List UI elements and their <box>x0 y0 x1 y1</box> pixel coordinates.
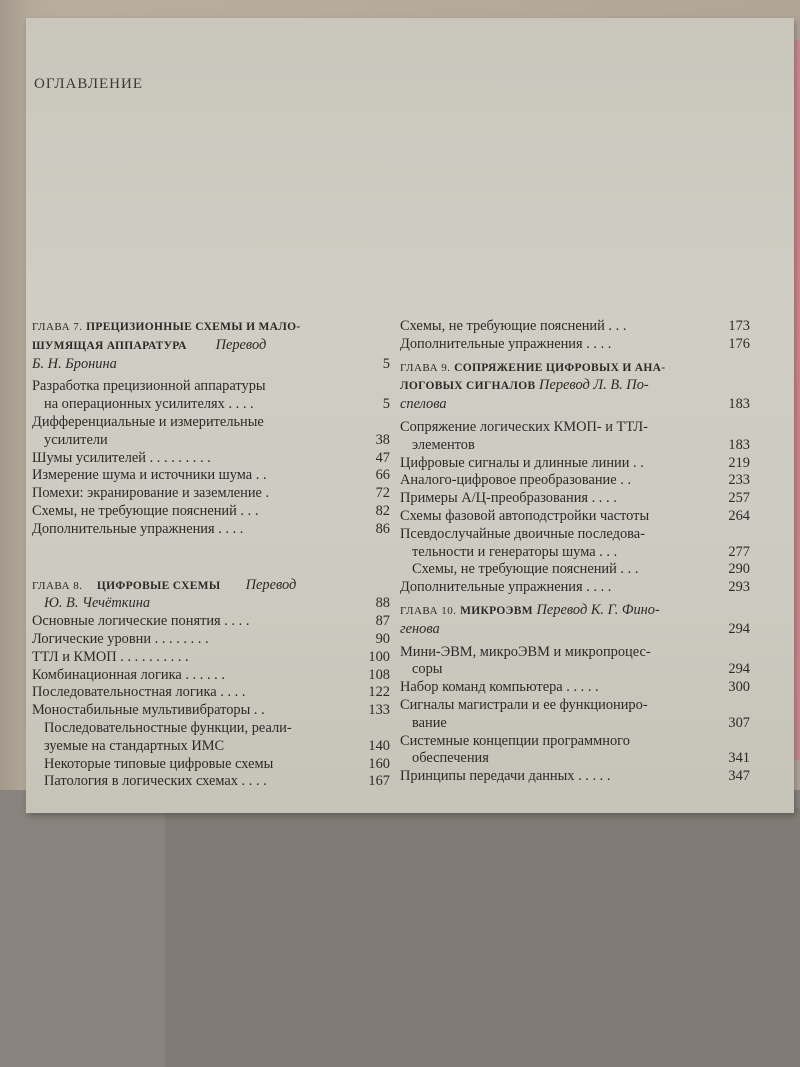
page-heading: ОГЛАВЛЕНИЕ <box>34 76 143 92</box>
toc-entry[interactable]: Дополнительные упражнения . . . . 293 <box>400 579 750 596</box>
translator-prefix: Перевод <box>215 336 267 353</box>
page-number: 87 <box>375 613 390 630</box>
toc-entry[interactable]: Схемы фазовой автоподстройки частоты 264 <box>400 507 750 524</box>
toc-right-column <box>400 318 750 786</box>
page-number: 183 <box>728 436 750 453</box>
page-number: 176 <box>728 335 750 352</box>
page-number: 90 <box>375 630 390 647</box>
page-number: 173 <box>728 318 750 334</box>
page-number: 277 <box>728 543 750 560</box>
toc-entry[interactable]: Системные концепции программного обеспечения 341 <box>400 732 750 767</box>
toc-entry[interactable]: Шумы усилителей . . . . . . . . . 47 <box>32 449 390 466</box>
chapter-title-cont: ШУМЯЩАЯ АППАРАТУРА <box>32 339 187 352</box>
page-number: 167 <box>368 773 390 790</box>
page-number: 82 <box>375 502 390 519</box>
toc-entry[interactable]: Цифровые сигналы и длинные линии . . 219 <box>400 454 750 471</box>
toc-entry[interactable]: Сигналы магистрали и ее функциониро- вание 307 <box>400 696 750 731</box>
page-number: 257 <box>728 490 750 507</box>
page-number: 108 <box>368 666 390 683</box>
page-number: 72 <box>375 485 390 502</box>
chapter-label: ГЛАВА 10. <box>400 604 457 617</box>
chapter-title: ПРЕЦИЗИОННЫЕ СХЕМЫ И МАЛО- <box>86 321 301 333</box>
lower-dark-slab <box>165 808 800 1067</box>
chapter-label: ГЛАВА 8. <box>32 579 83 592</box>
chapter-10-entries <box>400 644 750 786</box>
chapter-7-entries <box>32 378 390 538</box>
page-number: 5 <box>382 396 390 413</box>
chapter-title: ЦИФРОВЫЕ СХЕМЫ <box>96 579 221 592</box>
toc-entry[interactable]: Патология в логических схемах . . . . 167 <box>44 773 390 790</box>
toc-entry[interactable]: ТТЛ и КМОП . . . . . . . . . . 100 <box>32 648 390 665</box>
chapter-title: МИКРОЭВМ <box>460 604 533 617</box>
toc-entry[interactable]: Разработка прецизионной аппаратуры на операционных усилителях . . . . 5 <box>32 378 390 413</box>
toc-entry[interactable]: Последовательностные функции, реали- зуемые на стандартных ИМС 140 <box>44 719 390 754</box>
translator-name-cont: генова <box>400 620 440 637</box>
chapter-10-header <box>400 602 750 639</box>
toc-entry[interactable]: Комбинационная логика . . . . . . 108 <box>32 666 390 683</box>
chapter-7-header <box>32 318 390 373</box>
page-number: 133 <box>368 702 390 719</box>
chapter-8-header <box>32 577 390 614</box>
translator-name: Ю. В. Чечёткина <box>44 595 151 612</box>
page-number: 294 <box>728 620 750 637</box>
page-number: 219 <box>728 454 750 471</box>
continued-entries <box>400 318 750 354</box>
page-number: 293 <box>728 579 750 596</box>
page-number: 183 <box>728 396 750 413</box>
page-number: 140 <box>368 737 390 754</box>
toc-entry[interactable]: Принципы передачи данных . . . . . 347 <box>400 768 750 785</box>
toc-entry[interactable]: Примеры А/Ц-преобразования . . . . 257 <box>400 490 750 507</box>
translator-name-cont: спелова <box>400 396 447 413</box>
translator-name: Б. Н. Бронина <box>32 355 117 372</box>
page-number: 122 <box>368 684 390 701</box>
translator-prefix: Перевод <box>539 377 590 394</box>
chapter-label: ГЛАВА 7. <box>32 321 83 333</box>
page-number: 66 <box>375 467 390 484</box>
toc-entry[interactable]: Последовательностная логика . . . . 122 <box>32 684 390 701</box>
page-number: 38 <box>375 431 390 448</box>
page-number: 86 <box>375 520 390 537</box>
page-number: 233 <box>728 472 750 489</box>
toc-entry[interactable]: Дополнительные упражнения . . . . 176 <box>400 335 750 352</box>
page-number: 5 <box>382 355 390 372</box>
translator-name: К. Г. Фино- <box>590 601 660 618</box>
toc-entry[interactable]: Некоторые типовые цифровые схемы 160 <box>44 755 390 772</box>
chapter-8-entries <box>32 613 390 791</box>
toc-entry[interactable]: Моностабильные мультивибраторы . . 133 <box>32 702 390 719</box>
page-number: 160 <box>368 755 390 772</box>
toc-entry[interactable]: Логические уровни . . . . . . . . 90 <box>32 630 390 647</box>
toc-entry[interactable]: Дополнительные упражнения . . . . 86 <box>32 520 390 537</box>
page-number: 300 <box>728 679 750 696</box>
page-number: 47 <box>375 449 390 466</box>
toc-entry[interactable]: Помехи: экранирование и заземление . 72 <box>32 485 390 502</box>
toc-entry[interactable]: Схемы, не требующие пояснений . . . 173 <box>400 318 750 334</box>
toc-entry[interactable]: Набор команд компьютера . . . . . 300 <box>400 679 750 696</box>
page-number: 341 <box>728 750 750 767</box>
chapter-title-cont: ЛОГОВЫХ СИГНАЛОВ <box>400 380 536 393</box>
page-number: 290 <box>728 561 750 578</box>
translator-prefix: Перевод <box>245 576 297 593</box>
toc-entry[interactable]: Сопряжение логических КМОП- и ТТЛ- элементов 183 <box>400 418 750 453</box>
chapter-9-header <box>400 359 750 414</box>
page-number: 307 <box>728 714 750 731</box>
page-number: 294 <box>728 661 750 678</box>
page-number: 100 <box>368 648 390 665</box>
toc-left-column <box>32 318 390 791</box>
toc-entry[interactable]: Дифференциальные и измерительные усилители 38 <box>32 413 390 448</box>
chapter-9-entries <box>400 419 750 597</box>
page-number: 88 <box>375 595 390 612</box>
chapter-title: СОПРЯЖЕНИЕ ЦИФРОВЫХ И АНА- <box>454 361 666 374</box>
page-number: 347 <box>728 768 750 785</box>
translator-name: Л. В. По- <box>593 377 649 394</box>
toc-entry[interactable]: Измерение шума и источники шума . . 66 <box>32 467 390 484</box>
translator-prefix: Перевод <box>536 601 588 618</box>
page-number: 264 <box>728 507 750 524</box>
chapter-label: ГЛАВА 9. <box>400 361 451 374</box>
toc-entry[interactable]: Схемы, не требующие пояснений . . . 290 <box>412 561 750 578</box>
toc-entry[interactable]: Аналого-цифровое преобразование . . 233 <box>400 472 750 489</box>
toc-entry[interactable]: Псевдослучайные двоичные последова- тельности и генераторы шума . . . 277 <box>400 525 750 560</box>
toc-entry[interactable]: Схемы, не требующие пояснений . . . 82 <box>32 502 390 519</box>
toc-entry[interactable]: Мини-ЭВМ, микроЭВМ и микропроцес- соры 294 <box>400 643 750 678</box>
toc-entry[interactable]: Основные логические понятия . . . . 87 <box>32 613 390 630</box>
